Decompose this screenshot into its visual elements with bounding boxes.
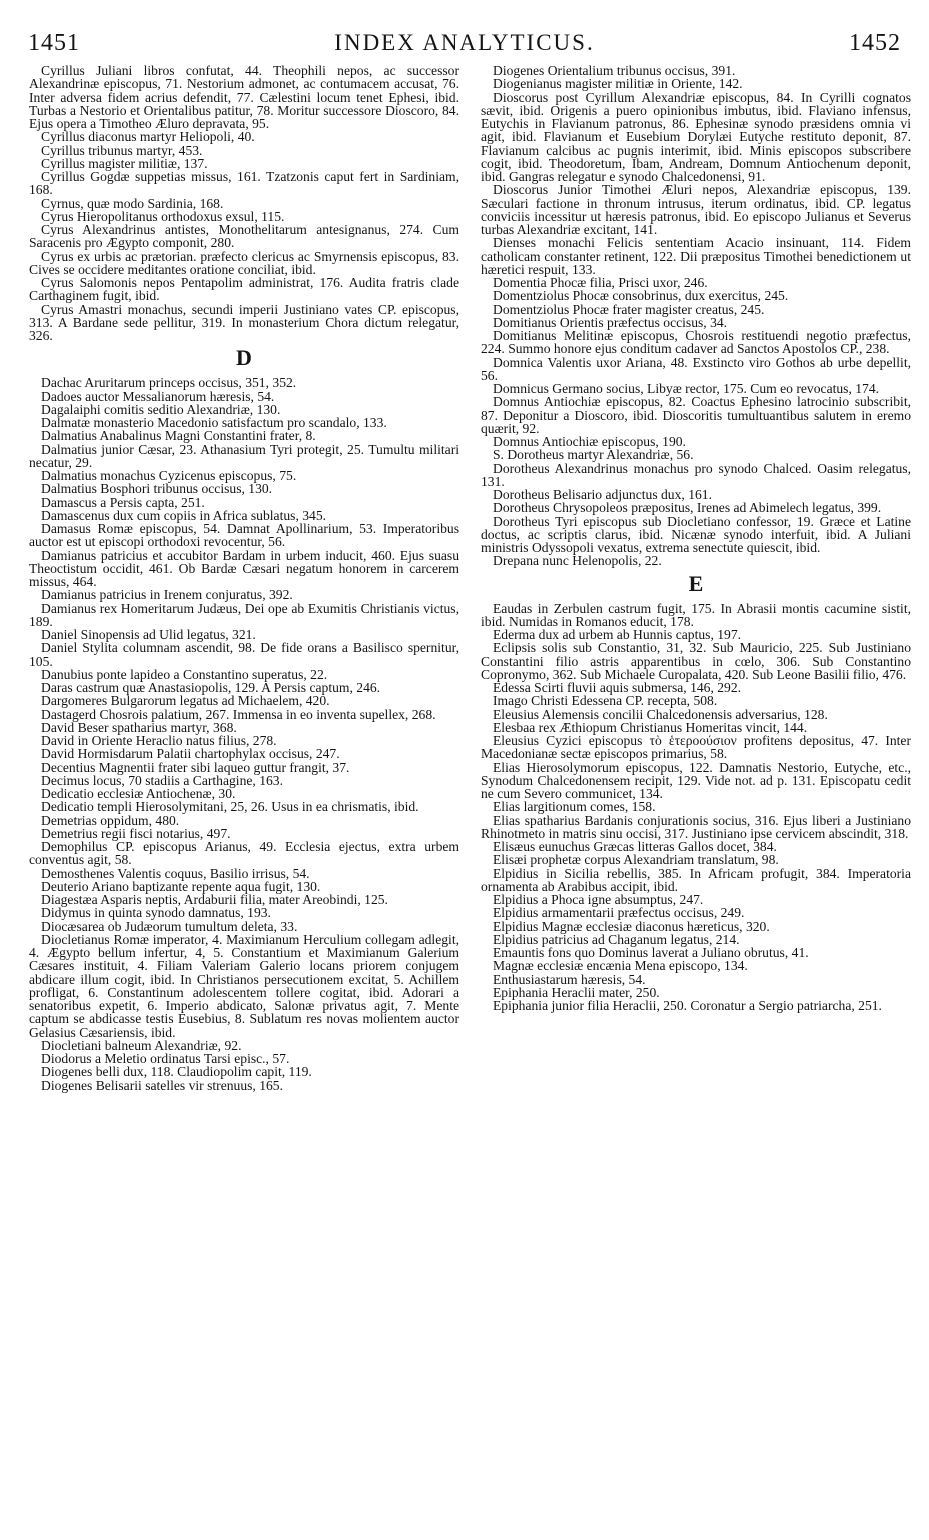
index-entry: Damascenus dux cum copiis in Africa sublatus, 345.: [41, 507, 327, 523]
index-entry: Eclipsis solis sub Constantio, 31, 32. Sub Mauricio, 225. Sub Justiniano Constantini filio astris apparentibus in cœlo, 306. Sub Constantino Copronymo, 362. Sub Michaele Curopalata, 420. Sub Leone Basilii filio, 476.: [481, 640, 911, 682]
index-entry: Domentziolus Phocæ consobrinus, dux exercitus, 245.: [493, 288, 789, 304]
index-entry: Epiphania Heraclii mater, 250.: [493, 984, 660, 1000]
index-entry: Enthusiastarum hæresis, 54.: [493, 971, 646, 987]
index-entry: Elias spatharius Bardanis conjurationis socius, 316. Ejus liberi a Justiniano Rhinotmeto in matris sinu occisi, 317. Justiniano ipse cervicem abscindit, 318.: [481, 812, 911, 841]
index-entry: Daras castrum quæ Anastasiopolis, 129. A Persis captum, 246.: [41, 680, 381, 695]
index-entry: Drepana nunc Helenopolis, 22.: [493, 553, 662, 569]
section-letter-d: D: [236, 345, 252, 371]
index-entry: Dalmatæ monasterio Macedonio satisfactum pro scandalo, 133.: [41, 415, 387, 430]
left-entries-top: [29, 64, 459, 342]
index-entry: Eleusius Cyzici episcopus τὸ ἑτεροούσιον profitens depositus, 47. Inter Macedonianæ sectæ episcopos primarius, 58.: [481, 733, 911, 762]
index-entry: S. Dorotheus martyr Alexandriæ, 56.: [493, 447, 694, 463]
index-entry: David Hormisdarum Palatii chartophylax occisus, 247.: [41, 746, 340, 762]
page-header: [28, 30, 901, 64]
index-entry: Domentziolus Phocæ frater magister creatus, 245.: [493, 301, 765, 317]
index-entry: Decentius Magnentii frater sibi laqueo guttur frangit, 37.: [41, 759, 350, 775]
index-entry: Domitianus Melitinæ episcopus, Chosrois restituendi negotio præfectus, 224. Summo honore ejus conditum cadaver ad Sanctos Apostolos CP., 238.: [481, 328, 911, 357]
index-entry: Deuterio Ariano baptizante repente aqua fugit, 130.: [41, 878, 321, 894]
index-entry: Damianus patricius in Irenem conjuratus, 392.: [41, 587, 293, 603]
index-entry: Demophilus CP. episcopus Arianus, 49. Ecclesia ejectus, extra urbem conventus agit, 58.: [29, 839, 459, 868]
index-entry: Dorotheus Chrysopoleos præpositus, Irenes ad Abimelech legatus, 399.: [493, 500, 882, 516]
index-entry: Cyrus ex urbis ac prætorian. præfecto clericus ac Smyrnensis episcopus, 83. Cives se occidere meditantes oratione conciliat, ibid.: [29, 248, 459, 277]
index-entry: Diogenes Orientalium tribunus occisus, 391.: [493, 63, 736, 78]
index-entry: Edessa Scirti fluvii aquis submersa, 146, 292.: [493, 680, 742, 695]
index-entry: Elpidius patricius ad Chaganum legatus, 214.: [493, 931, 740, 947]
index-entry: Dalmatius junior Cæsar, 23. Athanasium Tyri protegit, 25. Tumultu militari necatur, 29.: [29, 441, 459, 470]
index-entry: Cyrillus diaconus martyr Heliopoli, 40.: [41, 129, 255, 145]
index-entry: Elisæus eunuchus Græcas litteras Gallos docet, 384.: [493, 839, 777, 854]
index-entry: Didymus in quinta synodo damnatus, 193.: [41, 905, 271, 921]
index-entry: Damianus patricius et accubitor Bardam in urbem inducit, 460. Ejus suasu Theoctistum occidit, 461. Ob Bardæ Cæsari negatum honorem in carcerem missus, 464.: [29, 547, 459, 589]
right-column: [481, 64, 911, 1012]
index-entry: Dorotheus Alexandrinus monachus pro synodo Chalced. Oasim relegatus, 131.: [481, 460, 911, 489]
index-entry: Dorotheus Tyri episcopus sub Diocletiano confessor, 19. Græce et Latine doctus, ac scriptis clarus, ibid. Nicænæ synodo interfuit, ibid. A Juliani ministris Odyssopoli vexatus, extrema senectute quiescit, ibid.: [481, 513, 911, 555]
index-entry: Elpidius Magnæ ecclesiæ diaconus hæreticus, 320.: [493, 918, 770, 934]
index-entry: David Beser spatharius martyr, 368.: [41, 719, 237, 735]
index-entry: Domnus Antiochiæ episcopus, 190.: [493, 434, 686, 449]
index-entry: Diodorus a Meletio ordinatus Tarsi episc., 57.: [41, 1051, 290, 1066]
index-entry: Cyrillus Gogdæ suppetias missus, 161. Tzatzonis caput fert in Sardiniam, 168.: [29, 169, 459, 198]
index-entry: Domnicus Germano socius, Libyæ rector, 175. Cum eo revocatus, 174.: [493, 381, 880, 396]
index-entry: Dachac Aruritarum princeps occisus, 351, 352.: [41, 375, 297, 391]
index-entry: Imago Christi Edessena CP. recepta, 508.: [493, 693, 718, 709]
index-entry: Dadoes auctor Messalianorum hæresis, 54.: [41, 388, 275, 404]
index-entry: Damianus rex Homeritarum Judæus, Dei ope ab Exumitis Christianis victus, 189.: [29, 600, 459, 629]
index-entry: Diocletiani balneum Alexandriæ, 92.: [41, 1037, 242, 1053]
left-entries-d: [29, 376, 459, 1092]
index-entry: Ederma dux ad urbem ab Hunnis captus, 197.: [493, 627, 742, 642]
index-entry: Cyrillus tribunus martyr, 453.: [41, 142, 203, 158]
index-entry: Dedicatio templi Hierosolymitani, 25, 26. Usus in ea chrismatis, ibid.: [41, 799, 419, 815]
index-entry: Damasus Romæ episcopus, 54. Damnat Apollinarium, 53. Imperatoribus auctor est ut episcopi orthodoxi revocentur, 56.: [29, 521, 459, 550]
index-entry: Dagalaiphi comitis seditio Alexandriæ, 130.: [41, 401, 281, 417]
index-entry: Elpidius in Sicilia rebellis, 385. In Africam profugit, 384. Imperatoria ornamenta ab Arabibus accipit, ibid.: [481, 865, 911, 894]
index-entry: Diogenes Belisarii satelles vir strenuus, 165.: [41, 1077, 283, 1093]
index-entry: Diogenes belli dux, 118. Claudiopolim capit, 119.: [41, 1064, 312, 1080]
index-entry: Dienses monachi Felicis sententiam Acacio insinuant, 114. Fidem catholicam constanter retinent, 122. Dii præpositus Timothei benedictionem ut hæretici respuit, 133.: [481, 235, 911, 277]
left-page-number: 1451: [28, 30, 80, 56]
index-entry: Domnica Valentis uxor Ariana, 48. Exstincto viro Gothos ab urbe depellit, 56.: [481, 354, 911, 383]
index-entry: Dalmatius Bosphori tribunus occisus, 130.: [41, 481, 273, 497]
index-entry: Decimus locus, 70 stadiis a Carthagine, 163.: [41, 772, 283, 788]
index-entry: David in Oriente Heraclio natus filius, 278.: [41, 733, 277, 748]
index-entry: Cyrillus Juliani libros confutat, 44. Theophili nepos, ac successor Alexandrinæ episcopus, 71. Nestorium admonet, ac contumacem accusat, 76. Inter adversa fidem acrius defendit, 77. Cælestini locum tenet Ephesi, ibid. Turbas a Nestorio et Orientalibus patitur, 78. Moritur successore Dioscoro, 84. Ejus opera a Timotheo Æluro depravata, 95.: [29, 63, 459, 131]
right-entries-top: [481, 64, 911, 568]
index-entry: Dalmatius monachus Cyzicenus episcopus, 75.: [41, 468, 297, 483]
index-entry: Diocletianus Romæ imperator, 4. Maximianum Herculium collegam adlegit, 4. Ægypto bellum infertur, 4, 5. Constantium et Maximianum Galerium Cæsares instituit, 4. Filiam Valeriam Galerio locans priorem conjugem abdicare illum cogit, ibid. In Christianos persecutionem excitat, 5. Achillem profligat, 6. Constantinum adolescentem tollere cogitat, ibid. Adorari a senatoribus expetit, 6. Imperio abdicato, Salonæ privatus agit, 7. Mente captum se abdicasse testis Eusebius, 8. Sublatum res novas molientem auctor Gelasius Cæsariensis, ibid.: [29, 931, 459, 1040]
index-entry: Diocæsarea ob Judæorum tumultum deleta, 33.: [41, 918, 298, 934]
index-entry: Domitianus Orientis præfectus occisus, 34.: [493, 314, 728, 330]
index-entry: Cyrus Alexandrinus antistes, Monothelitarum antesignanus, 274. Cum Saracenis pro Ægypto componit, 280.: [29, 222, 459, 251]
index-entry: Emauntis fons quo Dominus laverat a Juliano obrutus, 41.: [493, 945, 809, 960]
index-entry: Dioscorus post Cyrillum Alexandriæ episcopus, 84. In Cyrilli cognatos sævit, ibid. Origenis a puero opinionibus imbutus, ibid. Flaviano infensus, Eutychis in Flavianum patronus, 86. Ephesinæ synodo præsidens omnia vi agit, ibid. Flavianum et Eusebium Dorylæi Eutyche restituto deponit, 87. Flavianum calcibus ac pugnis interimit, ibid. Minis episcopos subscribere cogit, ibid. Theodoretum, Ibam, Andream, Domnum Antiochenum deponit, ibid. Gangras relegatur e synodo Chalcedonensi, 91.: [481, 89, 911, 184]
index-entry: Demetrias oppidum, 480.: [41, 812, 180, 828]
index-entry: Dorotheus Belisario adjunctus dux, 161.: [493, 487, 712, 502]
index-entry: Eleusius Alemensis concilii Chalcedonensis adversarius, 128.: [493, 706, 828, 722]
index-entry: Elesbaa rex Æthiopum Christianus Homeritas vincit, 144.: [493, 719, 808, 735]
index-entry: Diogenianus magister militiæ in Oriente, 142.: [493, 76, 743, 92]
index-entry: Cyrnus, quæ modo Sardinia, 168.: [41, 195, 224, 211]
index-entry: Elias largitionum comes, 158.: [493, 799, 656, 815]
index-entry: Elias Hierosolymorum episcopus, 122. Damnatis Nestorio, Eutyche, etc., Synodum Chalcedonensem recipit, 129. Vide not. ad p. 131. Episcopatu cedit ne cum Severo communicet, 134.: [481, 759, 911, 801]
index-entry: Elpidius armamentarii præfectus occisus, 249.: [493, 905, 745, 921]
right-page-number: 1452: [849, 30, 901, 56]
index-entry: Daniel Stylita columnam ascendit, 98. De fide orans a Basilisco spernitur, 105.: [29, 640, 459, 669]
index-entry: Dioscorus Junior Timothei Æluri nepos, Alexandriæ episcopus, 139. Sæculari factione in thronum intrusus, iterum ordinatus, ibid. CP. legatus conviciis incessitur ut hæresis patronus, ibid. Eo episcopo Julianus et Severus turbas Alexandriæ excitant, 141.: [481, 182, 911, 237]
right-entries-e: [481, 602, 911, 1013]
index-entry: Cyrus Salomonis nepos Pentapolim administrat, 176. Audita fratris clade Carthaginem fugit, ibid.: [29, 275, 459, 304]
index-entry: Domnus Antiochiæ episcopus, 82. Coactus Ephesino latrocinio subscribit, 87. Deponitur a Dioscoro, ibid. Dioscoritis tumultuantibus salutem in eremo quærit, 92.: [481, 394, 911, 436]
index-entry: Elisæi prophetæ corpus Alexandriam translatum, 98.: [493, 852, 779, 868]
index-entry: Demosthenes Valentis coquus, Basilio irrisus, 54.: [41, 865, 310, 881]
index-entry: Damascus a Persis capta, 251.: [41, 494, 205, 510]
index-entry: Cyrus Hieropolitanus orthodoxus exsul, 115.: [41, 208, 285, 224]
index-entry: Epiphania junior filia Heraclii, 250. Coronatur a Sergio patriarcha, 251.: [493, 998, 882, 1013]
index-entry: Cyrus Amastri monachus, secundi imperii Justiniano vates CP. episcopus, 313. A Bardane sede pellitur, 319. In monasterium Chora dictum relegatur, 326.: [29, 301, 459, 343]
index-entry: Dargomeres Bulgarorum legatus ad Michaelem, 420.: [41, 693, 330, 709]
index-entry: Cyrillus magister militiæ, 137.: [41, 155, 208, 171]
section-letter-e: E: [688, 570, 704, 596]
index-entry: Eaudas in Zerbulen castrum fugit, 175. In Abrasii montis cacumine sistit, ibid. Numidas in Romanos educit, 178.: [481, 600, 911, 629]
index-entry: Dalmatius Anabalinus Magni Constantini frater, 8.: [41, 428, 316, 444]
index-entry: Dedicatio ecclesiæ Antiochenæ, 30.: [41, 786, 236, 801]
running-title: INDEX ANALYTICUS.: [334, 30, 595, 55]
index-entry: Diagestæa Asparis neptis, Ardaburii filia, mater Areobindi, 125.: [41, 892, 388, 907]
index-entry: Daniel Sinopensis ad Ulid legatus, 321.: [41, 627, 256, 642]
index-entry: Magnæ ecclesiæ encænia Mena episcopo, 134.: [493, 958, 748, 974]
left-column: [29, 64, 459, 1092]
index-entry: Domentia Phocæ filia, Prisci uxor, 246.: [493, 275, 708, 290]
index-entry: Danubius ponte lapideo a Constantino superatus, 22.: [41, 666, 328, 682]
index-entry: Dastagerd Chosrois palatium, 267. Immensa in eo inventa supellex, 268.: [41, 706, 436, 722]
index-entry: Demetrius regii fisci notarius, 497.: [41, 825, 231, 841]
index-entry: Elpidius a Phoca igne absumptus, 247.: [493, 892, 704, 907]
